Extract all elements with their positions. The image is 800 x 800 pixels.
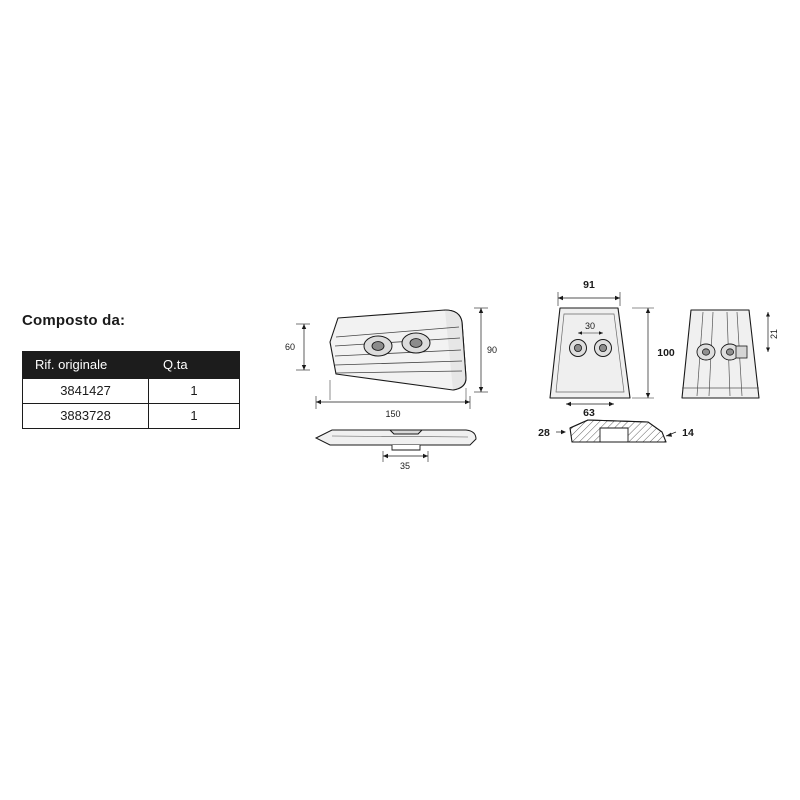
parts-table-header-row [23,352,240,379]
dim-section-right-thickness: 14 [682,427,694,439]
anode-profile-view [316,430,476,471]
parts-table [22,351,240,429]
dim-front-top-width: 91 [583,279,595,291]
cell-reference: 3841427 [23,379,149,404]
technical-drawing [270,270,790,510]
column-header-quantity: Q.ta [149,352,240,379]
parts-table-body [23,379,240,429]
dim-back-thickness: 21 [769,328,779,340]
column-header-reference: Rif. originale [23,352,149,379]
dim-front-height: 100 [657,347,675,359]
parts-table-head [23,352,240,379]
composition-title: Composto da: [22,312,126,329]
dim-section-left-thickness: 28 [538,427,550,439]
dim-front-bottom-width: 63 [583,407,595,419]
anode-front-view [550,279,675,419]
dim-side-length: 150 [385,409,401,419]
cell-quantity: 1 [149,379,240,404]
cell-reference: 3883728 [23,404,149,429]
dim-front-hole-spacing: 30 [584,321,596,331]
anode-side-view [285,308,497,419]
dim-side-height-right: 90 [486,345,498,355]
dim-side-height-left: 60 [284,342,296,352]
anode-back-view [682,310,779,398]
composition-panel [22,312,262,429]
cell-quantity: 1 [149,404,240,429]
table-row [23,404,240,429]
dim-profile-slot-width: 35 [399,461,411,471]
anode-section-view [538,420,694,442]
table-row [23,379,240,404]
